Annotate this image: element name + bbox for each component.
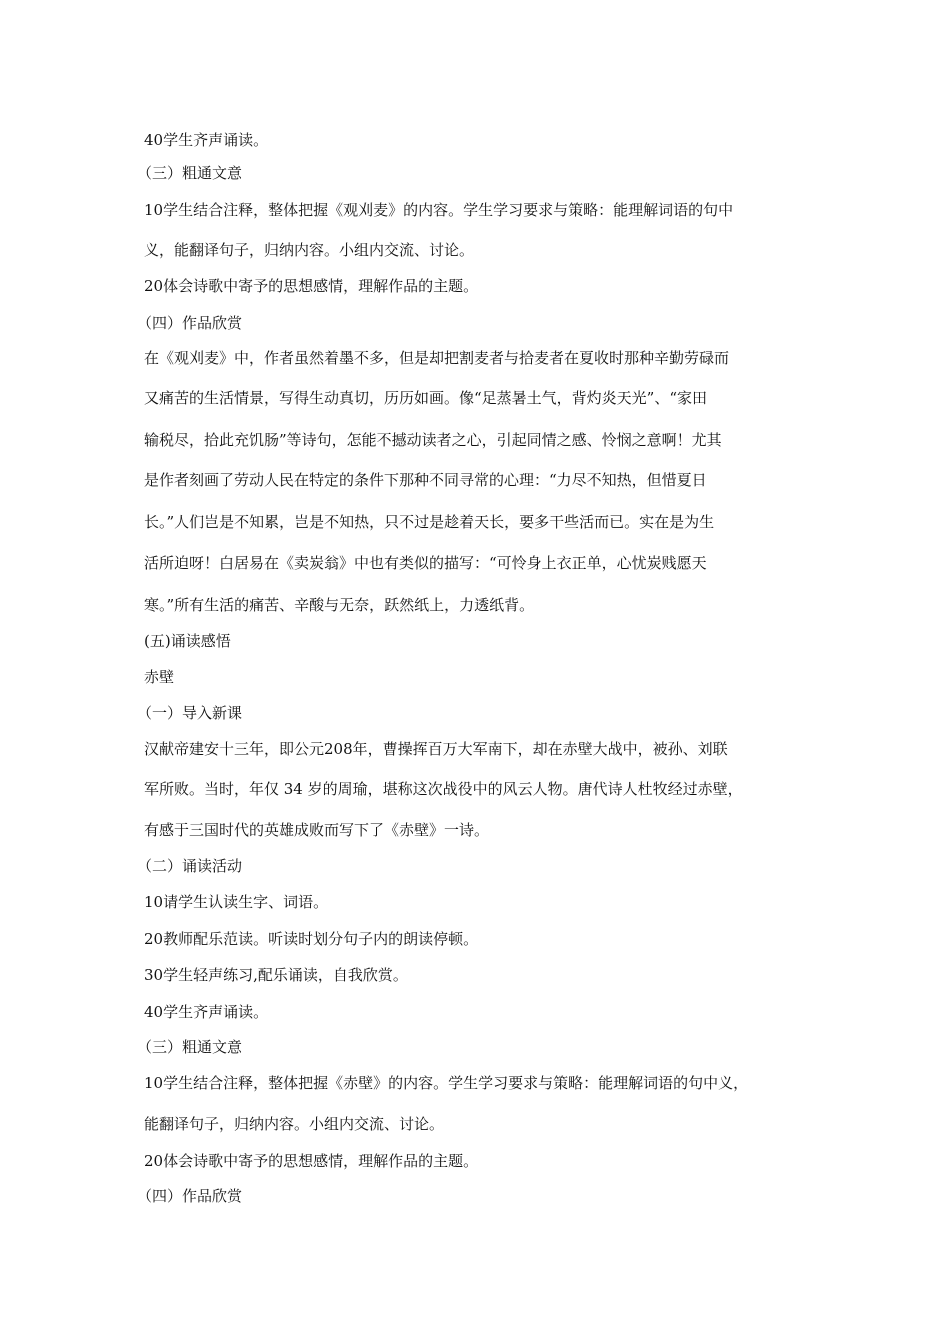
text-line: 20教师配乐范读。听读时划分句子内的朗读停顿。 [144,930,479,948]
text-line: 在《观刈麦》中，作者虽然着墨不多，但是却把割麦者与拾麦者在夏收时那种辛勤劳碌而 [144,349,730,367]
text-line: 30学生轻声练习,配乐诵读，自我欣赏。 [144,966,408,984]
text-line: 活所迫呀！白居易在《卖炭翁》中也有类似的描写：“可怜身上衣正单，心忧炭贱愿天 [144,554,707,572]
text-line: 20体会诗歌中寄予的思想感情，理解作品的主题。 [144,277,479,295]
text-line: 是作者刻画了劳动人民在特定的条件下那种不同寻常的心理：“力尽不知热，但惜夏日 [144,471,707,489]
section-heading: （三）粗通文意 [137,164,243,182]
text-line: 又痛苦的生活情景，写得生动真切，历历如画。像“足蒸暑土气，背灼炎天光”、“家田 [144,389,708,407]
text-line: 能翻译句子，归纳内容。小组内交流、讨论。 [144,1115,445,1133]
text-line: 10学生结合注释，整体把握《赤壁》的内容。学生学习要求与策略：能理解词语的句中义， [144,1074,749,1092]
text-line: 长。”人们岂是不知累，岂是不知热，只不过是趁着天长，要多干些活而已。实在是为生 [144,513,715,531]
text-line: 汉献帝建安十三年，即公元208年，曹操挥百万大军南下，却在赤壁大战中，被孙、刘联 [144,740,728,758]
text-line: 40学生齐声诵读。 [144,1003,269,1021]
text-line: 20体会诗歌中寄予的思想感情，理解作品的主题。 [144,1152,479,1170]
section-heading: （二）诵读活动 [137,857,243,875]
text-line: 寒。”所有生活的痛苦、辛酸与无奈，跃然纸上，力透纸背。 [144,596,535,614]
text-line: 10请学生认读生字、词语。 [144,893,329,911]
text-line: 有感于三国时代的英雄成败而写下了《赤壁》一诗。 [144,821,490,839]
section-heading: （一）导入新课 [137,704,243,722]
text-line: 40学生齐声诵读。 [144,131,269,149]
section-heading: （三）粗通文意 [137,1038,243,1056]
text-line: 军所败。当时，年仅 34 岁的周瑜，堪称这次战役中的风云人物。唐代诗人杜牧经过赤壁， [144,780,743,798]
lesson-title: 赤壁 [144,668,175,686]
text-line: 输税尽，拾此充饥肠”等诗句，怎能不撼动读者之心，引起同情之感、怜悯之意啊！尤其 [144,431,722,449]
text-line: 10学生结合注释，整体把握《观刈麦》的内容。学生学习要求与策略：能理解词语的句中 [144,201,734,219]
section-heading: (五)诵读感悟 [144,632,231,650]
text-line: 义，能翻译句子，归纳内容。小组内交流、讨论。 [144,241,475,259]
section-heading: （四）作品欣赏 [137,1187,243,1205]
section-heading: （四）作品欣赏 [137,314,243,332]
